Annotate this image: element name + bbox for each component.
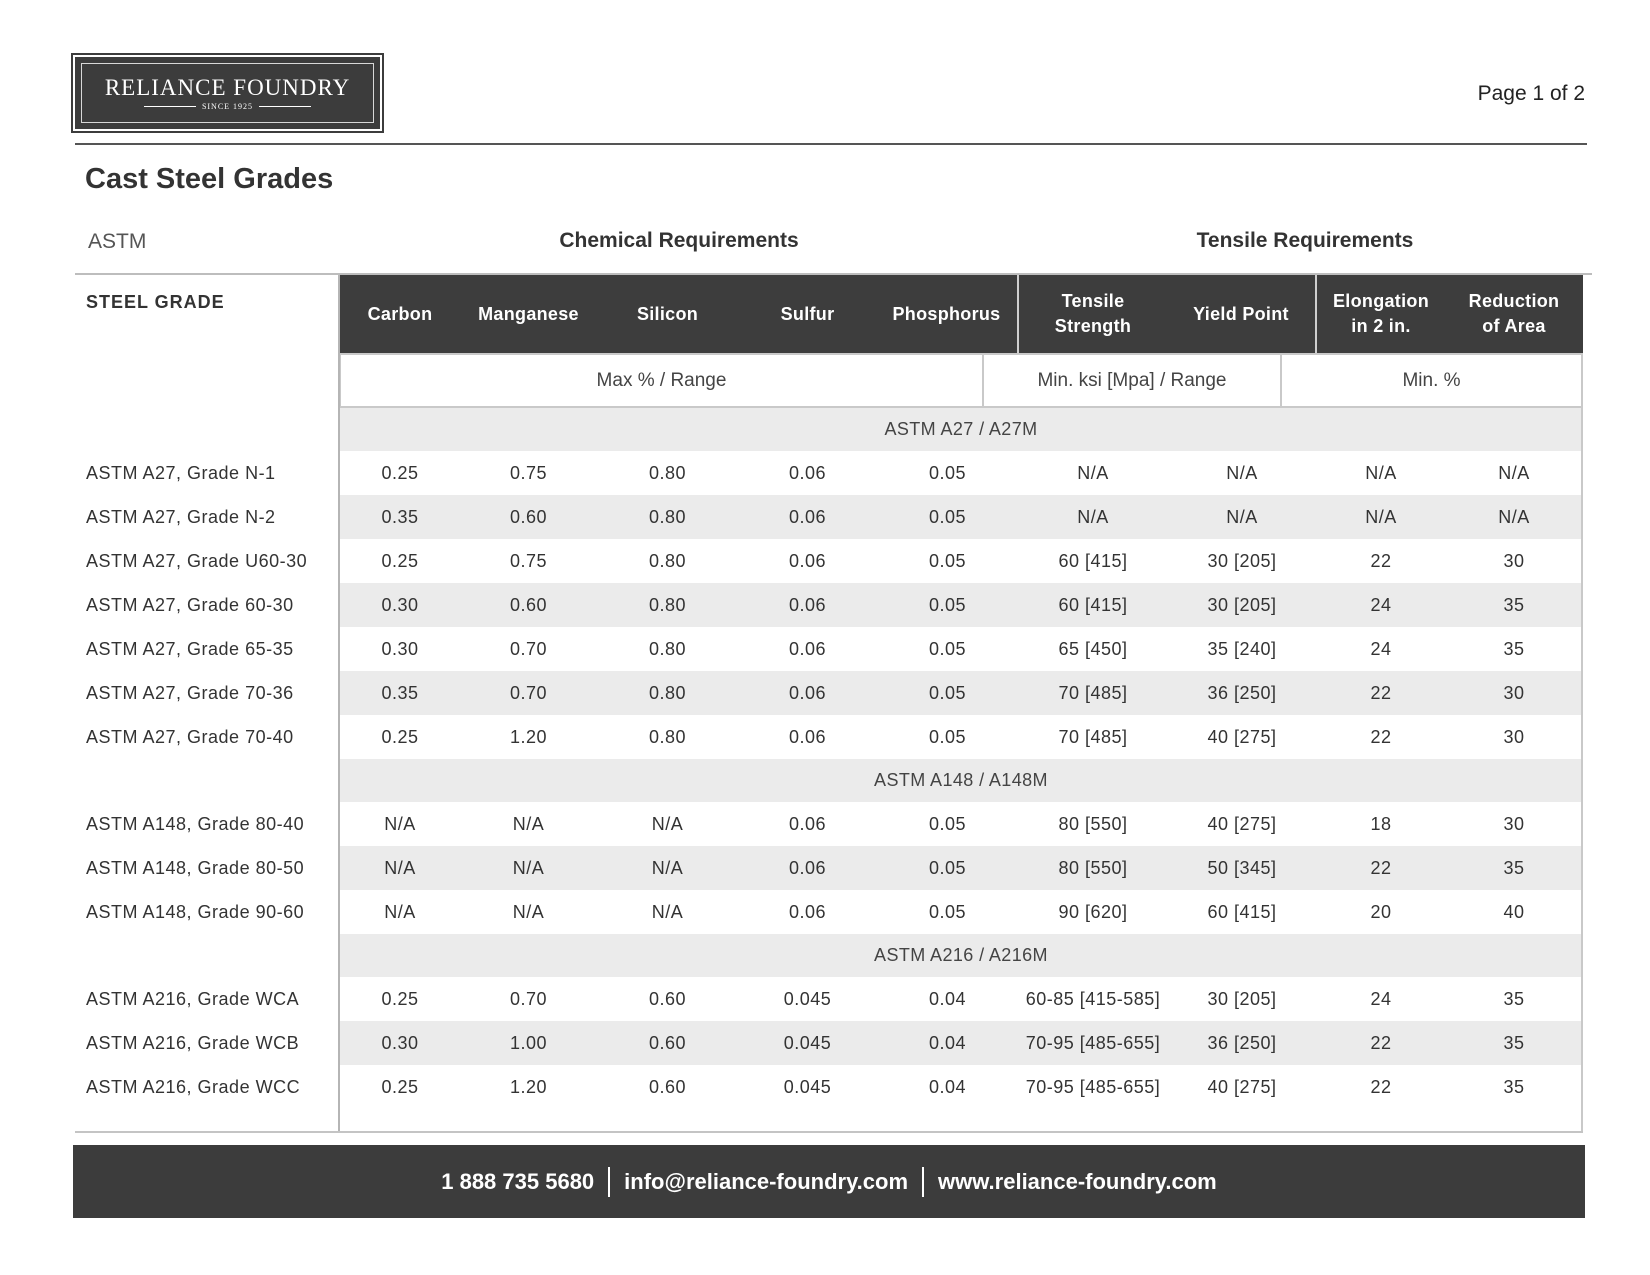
steel-grade-cell: ASTM A216, Grade WCA [86, 988, 300, 1009]
value-cell: 0.05 [928, 726, 967, 747]
value-cell: 0.05 [928, 462, 967, 483]
table-row [75, 802, 1583, 846]
percent-units: Min. % [1402, 369, 1461, 391]
value-cell: 80 [550] [1058, 813, 1128, 834]
value-cell: 0.06 [788, 682, 827, 703]
value-cell: 24 [1370, 988, 1392, 1009]
value-cell: 0.05 [928, 857, 967, 878]
column-header [461, 275, 596, 353]
column-header-line: in 2 in. [1351, 316, 1411, 336]
table-row [75, 539, 1583, 583]
value-cell: 0.80 [648, 462, 687, 483]
value-cell: 0.35 [381, 506, 419, 527]
value-cell: 0.25 [381, 726, 419, 747]
section-row [75, 934, 1583, 977]
steel-grade-cell: ASTM A27, Grade 70-40 [86, 726, 294, 747]
table-right-border [1581, 353, 1583, 1132]
header-divider [75, 143, 1587, 145]
value-cell: 0.045 [783, 1032, 832, 1053]
page-number: Page 1 of 2 [1477, 82, 1585, 105]
logo-rule-left [144, 106, 196, 107]
table-row [75, 1021, 1583, 1065]
column-header-line: Phosphorus [892, 303, 1001, 324]
value-cell: 0.60 [648, 988, 687, 1009]
value-cell: 36 [250] [1207, 682, 1277, 703]
value-cell: 0.30 [381, 1032, 419, 1053]
value-cell: 0.06 [788, 901, 827, 922]
column-header-bar [339, 275, 1583, 353]
value-cell: 35 [240] [1207, 638, 1277, 659]
value-cell: 0.80 [648, 594, 687, 615]
value-cell: 35 [1503, 988, 1525, 1009]
table-row [75, 627, 1583, 671]
logo-rule-right [259, 106, 311, 107]
column-header-text [892, 302, 1000, 327]
logo-since-row [144, 102, 311, 111]
value-cell: 40 [275] [1207, 1076, 1277, 1097]
value-cell: 0.80 [648, 550, 687, 571]
value-cell: N/A [651, 857, 684, 878]
table-row [75, 846, 1583, 890]
value-cell: 60 [415] [1058, 594, 1128, 615]
value-cell: N/A [1365, 462, 1397, 483]
column-header-line: Manganese [478, 303, 579, 324]
value-cell: 0.06 [788, 638, 827, 659]
column-header-text [1055, 289, 1131, 339]
value-cell: 0.60 [509, 594, 548, 615]
value-cell: 0.06 [788, 550, 827, 571]
value-cell: N/A [651, 813, 684, 834]
footer-separator [922, 1167, 924, 1197]
column-header-text [368, 302, 433, 327]
value-cell: 20 [1370, 901, 1392, 922]
value-cell: 22 [1370, 1032, 1392, 1053]
column-header-text [478, 302, 579, 327]
value-cell: N/A [512, 857, 545, 878]
value-cell: 1.00 [509, 1032, 548, 1053]
value-cell: 0.25 [381, 550, 419, 571]
value-cell: 0.30 [381, 594, 419, 615]
value-cell: 35 [1503, 638, 1525, 659]
value-cell: 0.35 [381, 682, 419, 703]
value-cell: 60 [415] [1207, 901, 1277, 922]
column-header [596, 275, 739, 353]
value-cell: 0.05 [928, 506, 967, 527]
column-header-line: Strength [1054, 316, 1132, 336]
value-cell: N/A [512, 901, 545, 922]
steel-grade-cell: ASTM A27, Grade U60-30 [86, 550, 308, 571]
value-cell: 24 [1370, 638, 1392, 659]
units-row [339, 353, 1583, 408]
value-cell: N/A [1365, 506, 1397, 527]
value-cell: 36 [250] [1207, 1032, 1277, 1053]
value-cell: 0.60 [509, 506, 548, 527]
value-cell: N/A [651, 901, 684, 922]
steel-grade-cell: ASTM A148, Grade 80-50 [86, 857, 305, 878]
column-header [1167, 275, 1317, 353]
column-header-line: Yield Point [1193, 303, 1289, 324]
value-cell: 0.045 [783, 1076, 832, 1097]
column-header-line: Tensile [1061, 291, 1125, 311]
column-header-text [781, 302, 835, 327]
value-cell: 0.25 [381, 988, 419, 1009]
value-cell: N/A [512, 813, 545, 834]
section-label: ASTM A216 / A216M [874, 945, 1048, 965]
value-cell: 0.04 [928, 1076, 967, 1097]
value-cell: 30 [1503, 550, 1525, 571]
logo-name: RELIANCE FOUNDRY [104, 74, 351, 100]
table-row [75, 1065, 1583, 1109]
value-cell: 70 [485] [1058, 726, 1128, 747]
value-cell: 0.05 [928, 638, 967, 659]
value-cell: 0.04 [928, 988, 967, 1009]
column-header-text [637, 302, 698, 327]
value-cell: 40 [275] [1207, 726, 1277, 747]
page-title: Cast Steel Grades [85, 163, 334, 195]
footer-phone[interactable]: 1 888 735 5680 [441, 1168, 595, 1194]
value-cell: 0.05 [928, 901, 967, 922]
table-row [75, 583, 1583, 627]
column-header [1445, 275, 1583, 353]
steel-grade-cell: ASTM A216, Grade WCC [86, 1076, 301, 1097]
tensile-group-header: Tensile Requirements [1196, 229, 1414, 252]
value-cell: 22 [1370, 857, 1392, 878]
value-cell: 30 [205] [1207, 594, 1277, 615]
value-cell: 22 [1370, 1076, 1392, 1097]
table-row [75, 671, 1583, 715]
value-cell: 80 [550] [1058, 857, 1128, 878]
value-cell: 35 [1503, 857, 1525, 878]
value-cell: 22 [1370, 550, 1392, 571]
column-header-line: Carbon [367, 303, 433, 324]
column-header-line: Sulfur [780, 303, 835, 324]
column-header [739, 275, 876, 353]
value-cell: N/A [384, 857, 416, 878]
section-label: ASTM A27 / A27M [884, 419, 1038, 439]
footer-email[interactable]: info@reliance-foundry.com [624, 1168, 909, 1194]
value-cell: 0.045 [783, 988, 832, 1009]
column-header-text [1469, 289, 1560, 339]
footer-website[interactable]: www.reliance-foundry.com [938, 1168, 1217, 1194]
value-cell: 0.80 [648, 726, 687, 747]
section-row [75, 759, 1583, 802]
value-cell: 35 [1503, 1032, 1525, 1053]
value-cell: 0.04 [928, 1032, 967, 1053]
value-cell: 0.06 [788, 462, 827, 483]
value-cell: 1.20 [509, 726, 548, 747]
value-cell: 0.70 [509, 682, 548, 703]
steel-grade-header: STEEL GRADE [86, 292, 225, 312]
steel-grade-cell: ASTM A27, Grade N-1 [86, 462, 276, 483]
value-cell: 18 [1370, 813, 1392, 834]
value-cell: 40 [1503, 901, 1525, 922]
value-cell: N/A [1226, 506, 1258, 527]
logo-frame [81, 63, 374, 123]
steel-grade-cell: ASTM A216, Grade WCB [86, 1032, 300, 1053]
column-header-line: Elongation [1333, 291, 1429, 311]
column-header-line: Silicon [636, 303, 699, 324]
value-cell: 0.06 [788, 594, 827, 615]
table-row [75, 890, 1583, 934]
value-cell: 0.06 [788, 506, 827, 527]
value-cell: 0.80 [648, 638, 687, 659]
steel-grade-cell: ASTM A27, Grade N-2 [86, 506, 276, 527]
value-cell: 30 [1503, 726, 1525, 747]
table-left-border [338, 275, 340, 1132]
value-cell: 70-95 [485-655] [1025, 1032, 1161, 1053]
value-cell: 70-95 [485-655] [1025, 1076, 1161, 1097]
astm-group-header: ASTM [88, 230, 147, 253]
tensile-units: Min. ksi [Mpa] / Range [984, 355, 1282, 406]
value-cell: 0.25 [381, 1076, 419, 1097]
value-cell: 24 [1370, 594, 1392, 615]
table-row [75, 451, 1583, 495]
value-cell: 0.70 [509, 988, 548, 1009]
value-cell: 0.06 [788, 857, 827, 878]
steel-grade-cell: ASTM A27, Grade 60-30 [86, 594, 294, 615]
value-cell: N/A [384, 813, 416, 834]
footer-separator [608, 1167, 610, 1197]
value-cell: 50 [345] [1207, 857, 1277, 878]
table-bottom-border [75, 1131, 1583, 1133]
value-cell: 0.30 [381, 638, 419, 659]
table-row [75, 495, 1583, 539]
table-row [75, 715, 1583, 759]
value-cell: 0.25 [381, 462, 419, 483]
value-cell: 30 [205] [1207, 988, 1277, 1009]
value-cell: 0.06 [788, 726, 827, 747]
value-cell: 70 [485] [1058, 682, 1128, 703]
value-cell: 60-85 [415-585] [1025, 988, 1161, 1009]
table-row [75, 977, 1583, 1021]
value-cell: 0.75 [509, 462, 548, 483]
value-cell: 0.05 [928, 550, 967, 571]
company-logo [75, 57, 380, 129]
value-cell: 35 [1503, 1076, 1525, 1097]
value-cell: 1.20 [509, 1076, 548, 1097]
column-header [339, 275, 461, 353]
steel-grade-cell: ASTM A27, Grade 65-35 [86, 638, 294, 659]
value-cell: 0.05 [928, 594, 967, 615]
value-cell: N/A [1498, 506, 1530, 527]
value-cell: N/A [1077, 462, 1109, 483]
value-cell: 60 [415] [1058, 550, 1128, 571]
value-cell: 35 [1503, 594, 1525, 615]
value-cell: 0.70 [509, 638, 548, 659]
value-cell: 90 [620] [1058, 901, 1128, 922]
value-cell: 0.80 [648, 682, 687, 703]
value-cell: 0.60 [648, 1076, 687, 1097]
steel-grade-cell: ASTM A148, Grade 80-40 [86, 813, 305, 834]
value-cell: 22 [1370, 726, 1392, 747]
logo-since: SINCE 1925 [201, 101, 254, 111]
value-cell: 30 [1503, 682, 1525, 703]
value-cell: N/A [1077, 506, 1109, 527]
steel-grade-cell: ASTM A148, Grade 90-60 [86, 901, 305, 922]
column-header [1019, 275, 1167, 353]
value-cell: 0.80 [648, 506, 687, 527]
value-cell: 0.75 [509, 550, 548, 571]
chemical-group-header: Chemical Requirements [559, 229, 799, 252]
column-header-text [1193, 302, 1289, 327]
value-cell: 22 [1370, 682, 1392, 703]
value-cell: N/A [1226, 462, 1258, 483]
column-header-line: of Area [1482, 316, 1546, 336]
value-cell: N/A [1498, 462, 1530, 483]
steel-grade-cell: ASTM A27, Grade 70-36 [86, 682, 294, 703]
value-cell: 0.05 [928, 813, 967, 834]
value-cell: N/A [384, 901, 416, 922]
chemical-units: Max % / Range [341, 355, 984, 406]
value-cell: 65 [450] [1058, 638, 1128, 659]
contact-footer [73, 1145, 1585, 1218]
value-cell: 0.06 [788, 813, 827, 834]
value-cell: 40 [275] [1207, 813, 1277, 834]
section-label: ASTM A148 / A148M [874, 770, 1048, 790]
value-cell: 30 [205] [1207, 550, 1277, 571]
steel-grades-table [75, 408, 1583, 1109]
column-header [1317, 275, 1445, 353]
column-header-line: Reduction [1468, 291, 1560, 311]
value-cell: 30 [1503, 813, 1525, 834]
value-cell: 0.05 [928, 682, 967, 703]
section-row [75, 408, 1583, 451]
column-header [876, 275, 1019, 353]
column-header-text [1333, 289, 1429, 339]
value-cell: 0.60 [648, 1032, 687, 1053]
